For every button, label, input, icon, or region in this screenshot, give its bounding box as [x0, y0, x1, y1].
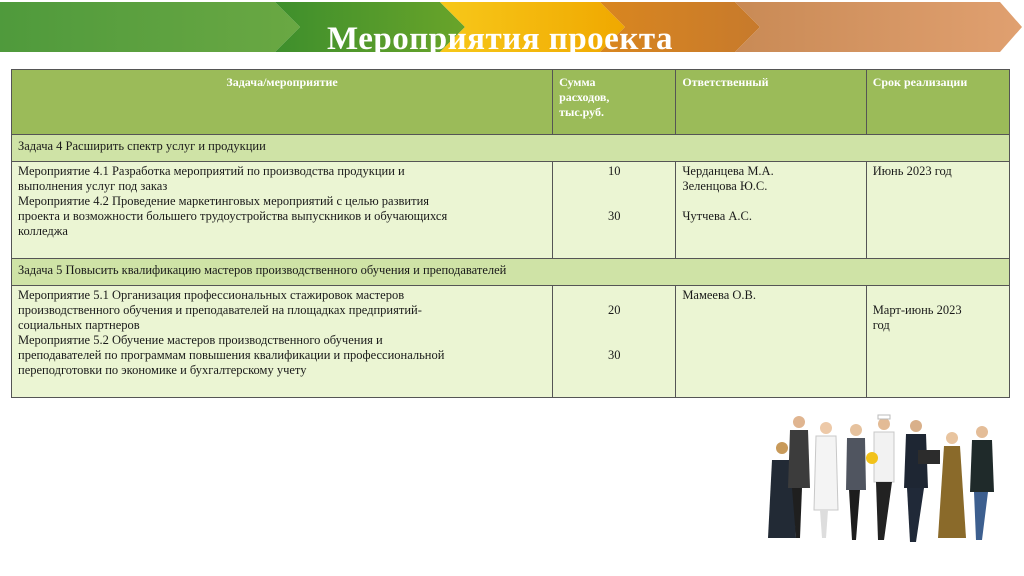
sum-value: 30 [607, 209, 621, 223]
column-header-sum-line: Сумма [559, 75, 596, 89]
column-header-responsible: Ответственный [676, 70, 866, 135]
task-line: проекта и возможности большего трудоустройства выпускников и обучающихся [18, 209, 448, 223]
section-title: Задача 5 Повысить квалификацию мастеров производственного обучения и преподавателей [12, 259, 1010, 286]
term-line: год [872, 318, 890, 332]
section-row-task-5 [12, 259, 1010, 286]
responsible-name: Черданцева М.А. [682, 164, 774, 178]
responsible-name: Мамеева О.В. [682, 288, 757, 302]
people-group-icon [766, 410, 1010, 550]
sum-cell [553, 286, 676, 398]
task-line: колледжа [18, 224, 68, 238]
column-header-term: Срок реализации [866, 70, 1009, 135]
column-header-sum [553, 70, 676, 135]
responsible-cell [676, 162, 866, 259]
table-header-row [12, 70, 1010, 135]
header-ribbon [0, 0, 1024, 54]
table-row [12, 162, 1010, 259]
term-line: Март-июнь 2023 [872, 303, 962, 317]
task-line: выполнения услуг под заказ [18, 179, 168, 193]
sum-value: 30 [607, 348, 621, 362]
responsible-cell [676, 286, 866, 398]
responsible-name: Чутчева А.С. [682, 209, 753, 223]
table-row [12, 286, 1010, 398]
column-header-task: Задача/мероприятие [12, 70, 553, 135]
task-line: Мероприятие 4.1 Разработка мероприятий по производства продукции и [18, 164, 405, 178]
task-line: преподавателей по программам повышения квалификации и профессиональной [18, 348, 445, 362]
task-line: Мероприятие 5.2 Обучение мастеров производственного обучения и [18, 333, 383, 347]
term-cell [866, 286, 1009, 398]
responsible-name: Зеленцова Ю.С. [682, 179, 768, 193]
task-cell [12, 286, 553, 398]
column-header-sum-line: тыс.руб. [559, 105, 605, 119]
task-line: производственного обучения и преподавателей на площадках предприятий- [18, 303, 422, 317]
task-line: Мероприятие 5.1 Организация профессиональных стажировок мастеров [18, 288, 405, 302]
section-row-task-4 [12, 135, 1010, 162]
sum-value: 20 [607, 303, 621, 317]
page-title: Мероприятия проекта [327, 21, 673, 56]
task-line: социальных партнеров [18, 318, 140, 332]
task-line: Мероприятие 4.2 Проведение маркетинговых мероприятий с целью развития [18, 194, 430, 208]
sum-cell [553, 162, 676, 259]
term-cell: Июнь 2023 год [866, 162, 1009, 259]
task-cell [12, 162, 553, 259]
task-line: переподготовки по экономике и бухгалтерскому учету [18, 363, 307, 377]
project-activities-table [11, 69, 1010, 398]
column-header-sum-line: расходов, [559, 90, 610, 104]
sum-value: 10 [607, 164, 621, 178]
section-title: Задача 4 Расширить спектр услуг и продукции [12, 135, 1010, 162]
